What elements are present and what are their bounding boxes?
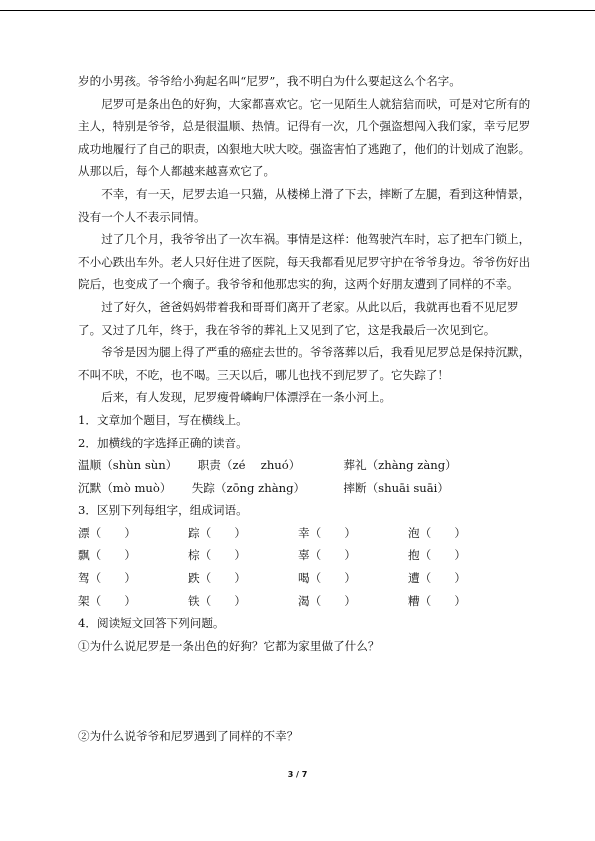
word-cell: 铁（ ） xyxy=(188,593,246,608)
pinyin-item: 温顺（shùn sùn） xyxy=(78,458,178,473)
question-4: 4．阅读短文回答下列问题。 xyxy=(78,616,225,631)
word-cell: 架（ ） xyxy=(78,593,136,608)
word-cell: 踪（ ） xyxy=(188,525,246,540)
word-cell: 糟（ ） xyxy=(408,593,466,608)
question-4-2: ②为什么说爷爷和尼罗遇到了同样的不幸？ xyxy=(78,729,299,744)
page-number: 3 / 7 xyxy=(287,770,308,779)
word-grid-row xyxy=(78,590,536,613)
word-grid xyxy=(78,522,536,612)
question-1: 1．文章加个题目，写在横线上。 xyxy=(78,412,248,427)
word-grid-row xyxy=(78,567,536,590)
story-paragraph-1: 尼罗可是条出色的好狗，大家都喜欢它。它一见陌生人就狺狺而吠，可是对它所有的主人，特别是爷爷，总是很温顺、热情。记得有一次，几个强盗想闯入我们家，幸亏尼罗成功地履行了自己的职责，凶狠地大吠大咬。强盗害怕了逃跑了，他们的计划成了泡影。从那以后，每个人都越来越喜欢它了。 xyxy=(78,96,531,179)
pinyin-row-1 xyxy=(78,454,536,477)
word-cell: 辜（ ） xyxy=(298,548,356,563)
question-4-1: ①为什么说尼罗是一条出色的好狗？它都为家里做了什么？ xyxy=(78,638,380,653)
pinyin-item: 失踪（zōng zhàng） xyxy=(191,480,306,495)
story-paragraph-4: 过了好久，爸爸妈妈带着我和哥哥们离开了老家。从此以后，我就再也看不见尼罗了。又过了几年，终于，我在爷爷的葬礼上又见到了它，这是我最后一次见到它。 xyxy=(78,299,519,337)
word-cell: 遭（ ） xyxy=(408,571,466,586)
word-cell: 渴（ ） xyxy=(298,593,356,608)
answer-space[interactable] xyxy=(78,657,536,725)
question-2: 2．加横线的字选择正确的读音。 xyxy=(78,435,248,450)
pinyin-item: 葬礼（zhàng zàng） xyxy=(343,458,457,473)
word-cell: 喝（ ） xyxy=(298,571,356,586)
story-paragraph-5: 爷爷是因为腿上得了严重的癌症去世的。爷爷落葬以后，我看见尼罗总是保持沉默，不叫不吠，不吃，也不喝。三天以后，哪儿也找不到尼罗了。它失踪了！ xyxy=(78,345,531,382)
word-cell: 飘（ ） xyxy=(78,548,136,563)
document-body xyxy=(78,70,536,748)
header-rule xyxy=(0,10,595,11)
word-cell: 幸（ ） xyxy=(298,525,356,540)
story-paragraph-3: 过了几个月，我爷爷出了一次车祸。事情是这样：他驾驶汽车时，忘了把车门锁上，不小心跌出车外。老人只好住进了医院，每天我都看见尼罗守护在爷爷身边。爷爷伤好出院后，也变成了一个瘸子。我爷爷和他那忠实的狗，这两个好朋友遭到了同样的不幸。 xyxy=(78,232,531,292)
pinyin-row-2 xyxy=(78,477,536,500)
pinyin-item: 摔断（shuāi suāi） xyxy=(343,480,449,495)
word-cell: 泡（ ） xyxy=(408,525,466,540)
word-cell: 跌（ ） xyxy=(188,571,246,586)
question-3: 3．区别下列每组字，组成词语。 xyxy=(78,503,248,518)
word-cell: 棕（ ） xyxy=(188,548,246,563)
pinyin-item: 沉默（mò muò） xyxy=(78,480,172,495)
word-cell: 抱（ ） xyxy=(408,548,466,563)
pinyin-item: 职责（zé zhuó） xyxy=(197,458,301,473)
word-cell: 漂（ ） xyxy=(78,525,136,540)
word-grid-row xyxy=(78,544,536,567)
story-paragraph-0: 岁的小男孩。爷爷给小狗起名叫“尼罗”，我不明白为什么要起这么个名字。 xyxy=(78,74,461,88)
word-cell: 驾（ ） xyxy=(78,571,136,586)
word-grid-row xyxy=(78,522,536,545)
story-paragraph-2: 不幸，有一天，尼罗去追一只猫，从楼梯上滑了下去，摔断了左腿，看到这种情景，没有一个人不表示同情。 xyxy=(78,186,531,224)
story-paragraph-6: 后来，有人发现，尼罗瘦骨嶙峋尸体漂浮在一条小河上。 xyxy=(101,390,392,405)
